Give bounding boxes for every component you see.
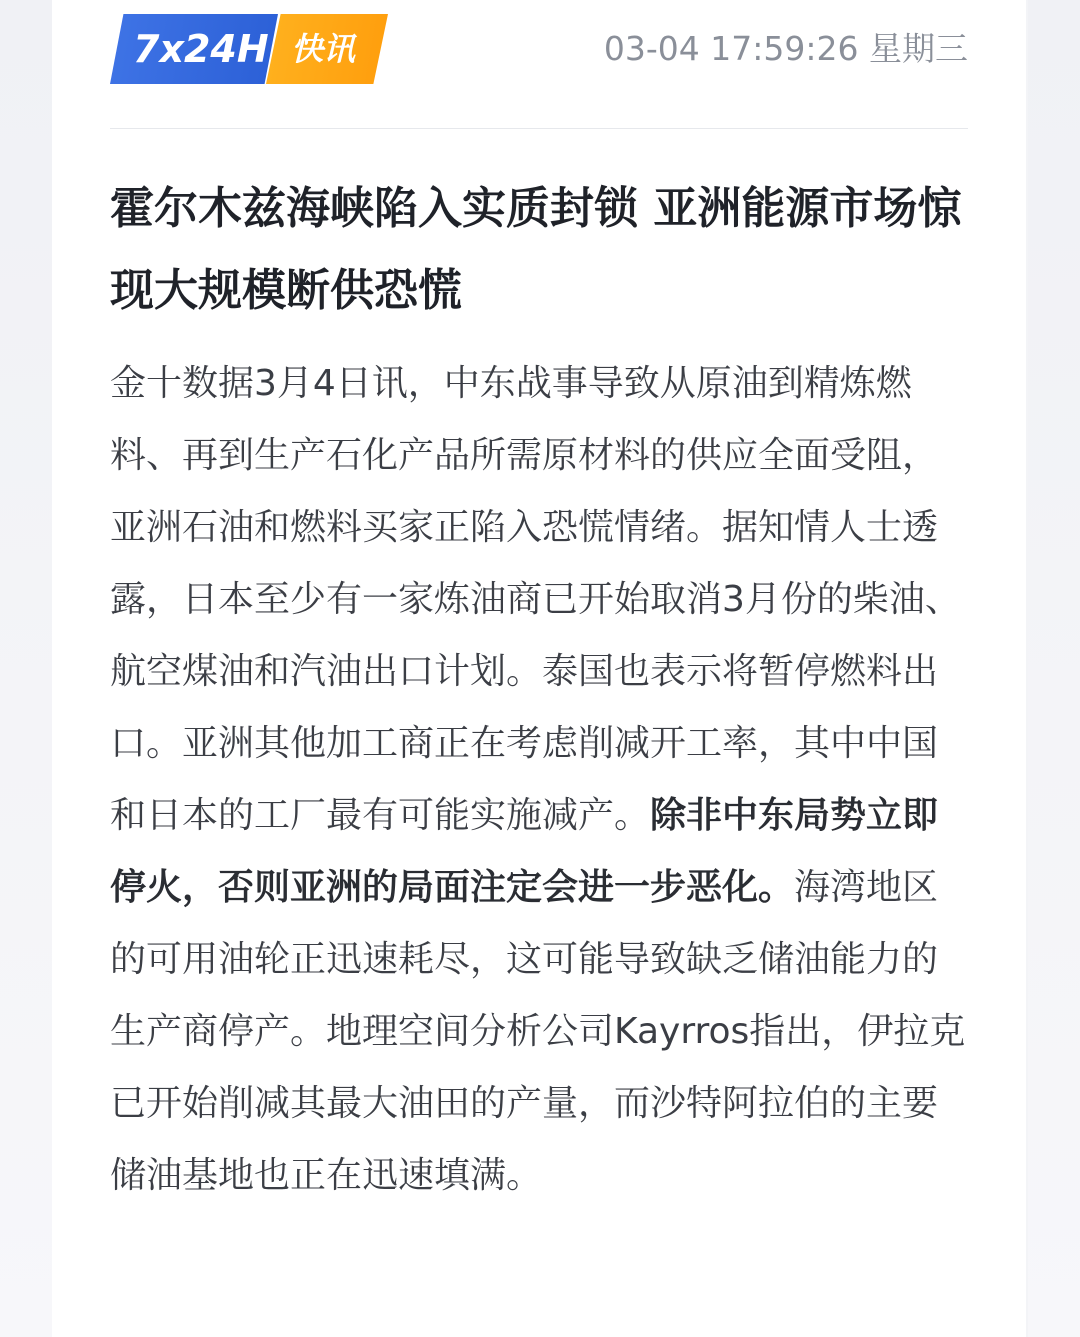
article-body-part1: 金十数据3月4日讯，中东战事导致从原油到精炼燃料、再到生产石化产品所需原材料的供应全面受阻，亚洲石油和燃料买家正陷入恐慌情绪。据知情人士透露，日本至少有一家炼油商已开始取消3月份的柴油、航空煤油和汽油出口计划。泰国也表示将暂停燃料出口。亚洲其他加工商正在考虑削减开工率，其中中国和日本的工厂最有可能实施减产。 bbox=[110, 363, 961, 836]
logo-accent-text: 快讯 bbox=[291, 30, 356, 68]
news-card bbox=[52, 0, 1026, 1337]
article-body bbox=[110, 348, 968, 1212]
page-margin-right bbox=[1028, 0, 1080, 1337]
news-timestamp: 03-04 17:59:26 星期三 bbox=[603, 29, 968, 68]
flash-news-logo bbox=[110, 14, 388, 84]
article-body-part2: 海湾地区的可用油轮正迅速耗尽，这可能导致缺乏储油能力的生产商停产。地理空间分析公司Kayrros指出，伊拉克已开始削减其最大油田的产量，而沙特阿拉伯的主要储油基地也正在迅速填满。 bbox=[110, 867, 966, 1196]
news-header bbox=[110, 14, 968, 86]
header-divider bbox=[110, 128, 968, 129]
logo-main-text: 7x24H bbox=[133, 27, 269, 71]
page-margin-left bbox=[0, 0, 52, 1337]
article-title: 霍尔木兹海峡陷入实质封锁 亚洲能源市场惊现大规模断供恐慌 bbox=[110, 183, 962, 316]
article-body-emphasis: 除非中东局势立即停火，否则亚洲的局面注定会进一步恶化。 bbox=[110, 795, 939, 908]
